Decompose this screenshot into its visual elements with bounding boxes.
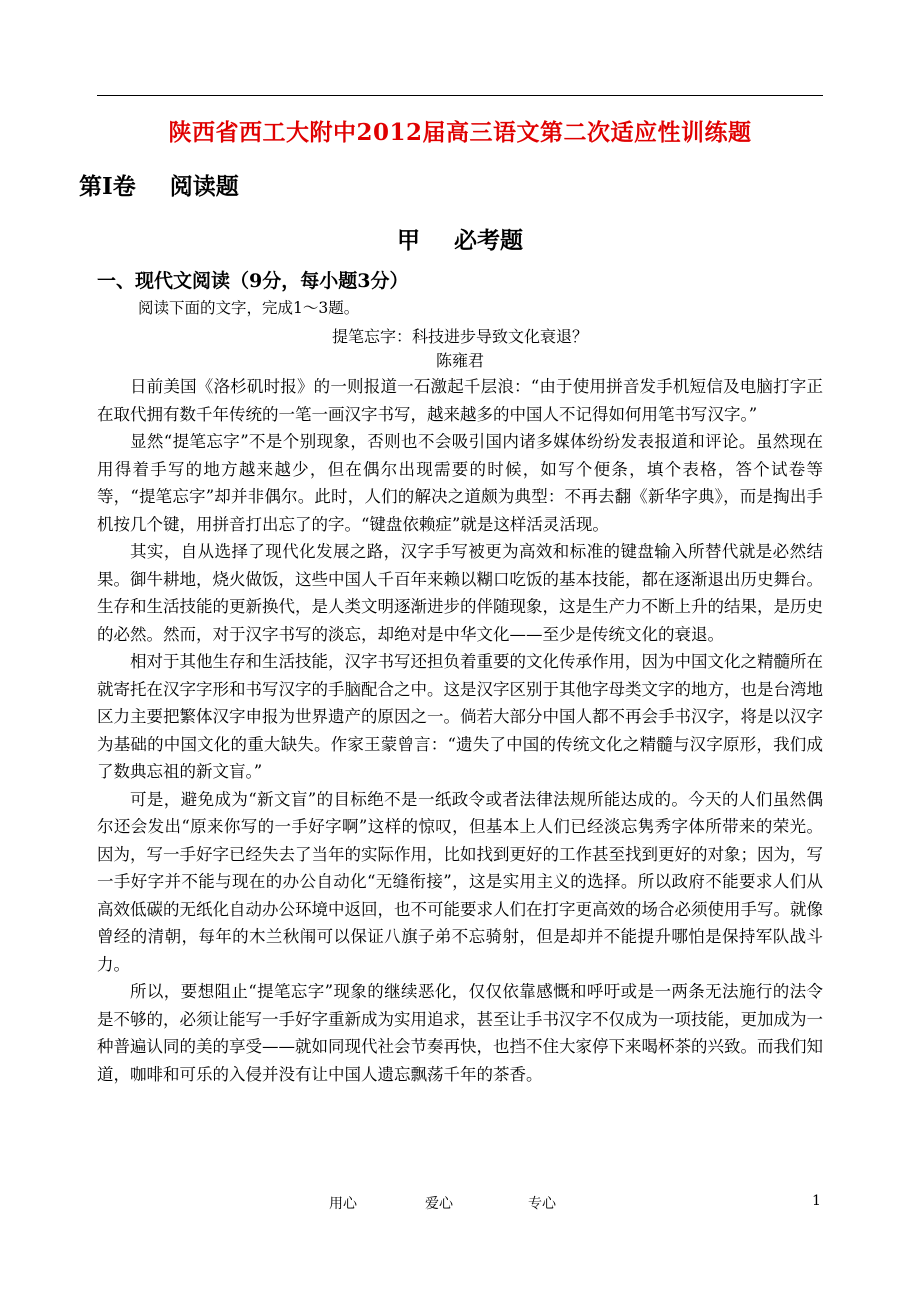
article-author: 陈雍君 bbox=[435, 351, 484, 370]
footer-word: 爱心 bbox=[425, 1196, 453, 1212]
paragraph: 其实，自从选择了现代化发展之路，汉字手写被更为高效和标准的键盘输入所替代就是必然结果。御牛耕地，烧火做饭，这些中国人千百年来赖以糊口吃饭的基本技能，都在逐渐退出历史舞台。生存和生活技能的更新换代，是人类文明逐渐进步的伴随现象，这是生产力不断上升的结果，是历史的必然。然而，对于汉字书写的淡忘，却绝对是中华文化——至少是传统文化的衰退。 bbox=[97, 542, 823, 644]
header-rule bbox=[97, 95, 823, 96]
paragraph: 日前美国《洛杉矶时报》的一则报道一石激起千层浪：“由于使用拼音发手机短信及电脑打字正在取代拥有数千年传统的一笔一画汉字书写，越来越多的中国人不记得如何用笔书写汉字。” bbox=[97, 377, 823, 424]
section-label: 甲 bbox=[397, 227, 420, 254]
paragraph: 相对于其他生存和生活技能，汉字书写还担负着重要的文化传承作用，因为中国文化之精髓所在就寄托在汉字字形和书写汉字的手脑配合之中。这是汉字区别于其他字母类文字的地方，也是台湾地区力主要把繁体汉字申报为世界遗产的原因之一。倘若大部分中国人都不再会手书汉字，将是以汉字为基础的中国文化的重大缺失。作家王蒙曾言：“遗失了中国的传统文化之精髓与汉字原形，我们成了数典忘祖的新文盲。” bbox=[97, 652, 823, 781]
article-title: 提笔忘字：科技进步导致文化衰退？ bbox=[331, 327, 588, 346]
part-label: 第Ⅰ卷 bbox=[79, 173, 136, 200]
paragraph: 显然“提笔忘字”不是个别现象，否则也不会吸引国内诸多媒体纷纷发表报道和评论。虽然现在用得着手写的地方越来越少，但在偶尔出现需要的时候，如写个便条，填个表格，答个试卷等等，“提笔忘字”却并非偶尔。此时，人们的解决之道颇为典型：不再去翻《新华字典》，而是掏出手机按几个键，用拼音打出忘了的字。“键盘依赖症”就是这样活灵活现。 bbox=[97, 432, 823, 534]
section-name: 必考题 bbox=[454, 227, 523, 254]
article-body bbox=[97, 373, 823, 1088]
paragraph: 所以，要想阻止“提笔忘字”现象的继续恶化，仅仅依靠感慨和呼吁或是一两条无法施行的法令是不够的，必须让能写一手好字重新成为实用追求，甚至让手书汉字不仅成为一项技能，更加成为一种普遍认同的美的享受——就如同现代社会节奏再快，也挡不住大家停下来喝杯茶的兴致。而我们知道，咖啡和可乐的入侵并没有让中国人遗忘飘荡千年的茶香。 bbox=[97, 982, 823, 1084]
part-name: 阅读题 bbox=[169, 173, 239, 200]
instruction-text: 阅读下面的文字，完成1～3题。 bbox=[138, 299, 360, 317]
paragraph: 可是，避免成为“新文盲”的目标绝不是一纸政令或者法律法规所能达成的。今天的人们虽然偶尔还会发出“原来你写的一手好字啊”这样的惊叹，但基本上人们已经淡忘隽秀字体所带来的荣光。因为，写一手好字已经失去了当年的实际作用，比如找到更好的工作甚至找到更好的对象；因为，写一手好字并不能与现在的办公自动化“无缝衔接”，这是实用主义的选择。所以政府不能要求人们从高效低碳的无纸化自动办公环境中返回，也不可能要求人们在打字更高效的场合必须使用手写。就像曾经的清朝，每年的木兰秋闱可以保证八旗子弟不忘骑射，但是却并不能提升哪怕是保持军队战斗力。 bbox=[97, 789, 823, 974]
footer-word: 用心 bbox=[329, 1196, 357, 1212]
part-heading bbox=[79, 168, 239, 201]
section-heading bbox=[0, 222, 920, 255]
document-title: 陕西省西工大附中2012届高三语文第二次适应性训练题 bbox=[168, 119, 752, 146]
question-heading: 一、现代文阅读（9分，每小题3分） bbox=[97, 270, 409, 292]
page-number: 1 bbox=[812, 1193, 821, 1209]
footer-word: 专心 bbox=[528, 1196, 556, 1212]
